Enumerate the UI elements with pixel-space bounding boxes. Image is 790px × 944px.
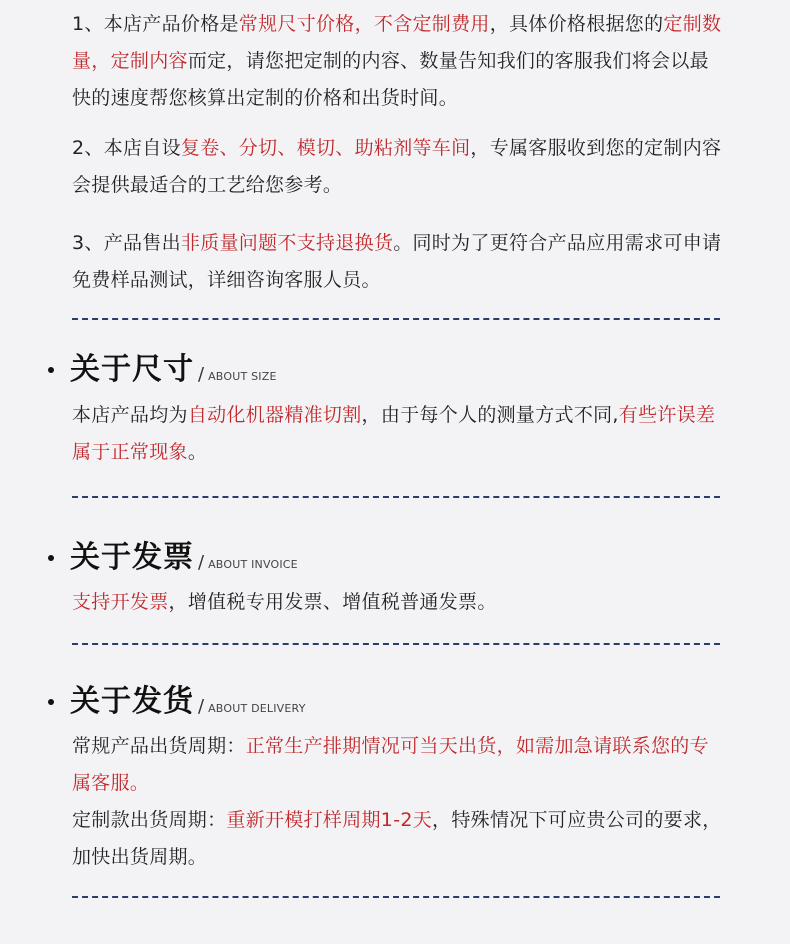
note-2 [72, 130, 722, 204]
bullet-dot [48, 699, 54, 705]
section-size-subtitle: ABOUT SIZE [208, 370, 277, 383]
section-size-text: 本店产品均为自动化机器精准切割，由于每个人的测量方式不同,有些许误差属于正常现象。 [72, 404, 716, 463]
section-invoice-header [48, 540, 298, 576]
section-invoice-body [72, 584, 722, 621]
divider [72, 896, 720, 898]
divider [72, 496, 720, 498]
title-slash: / [198, 364, 205, 385]
title-slash: / [198, 552, 205, 573]
bullet-dot [48, 555, 54, 561]
note-1-text: 1、本店产品价格是常规尺寸价格，不含定制费用，具体价格根据您的定制数量，定制内容而定，请您把定制的内容、数量告知我们的客服我们将会以最快的速度帮您核算出定制的价格和出货时间。 [72, 13, 722, 109]
note-1 [72, 6, 722, 117]
section-invoice-text: 支持开发票，增值税专用发票、增值税普通发票。 [72, 591, 497, 613]
section-size-header [48, 352, 277, 388]
note-3 [72, 225, 722, 299]
title-slash: / [198, 696, 205, 717]
section-delivery-text-2: 定制款出货周期：重新开模打样周期1-2天，特殊情况下可应贵公司的要求，加快出货周期。 [72, 809, 722, 868]
section-delivery-header [48, 684, 306, 720]
section-size-title: 关于尺寸 [70, 352, 194, 387]
section-delivery-text-1: 常规产品出货周期：正常生产排期情况可当天出货，如需加急请联系您的专属客服。 [72, 735, 709, 794]
section-delivery-body-2 [72, 802, 722, 876]
divider [72, 643, 720, 645]
section-delivery-subtitle: ABOUT DELIVERY [208, 702, 306, 715]
section-invoice-subtitle: ABOUT INVOICE [208, 558, 298, 571]
note-2-text: 2、本店自设复卷、分切、模切、助粘剂等车间，专属客服收到您的定制内容会提供最适合的工艺给您参考。 [72, 137, 722, 196]
section-invoice-title: 关于发票 [70, 540, 194, 575]
section-size-body [72, 397, 722, 471]
section-delivery-body-1 [72, 728, 722, 802]
bullet-dot [48, 367, 54, 373]
section-delivery-title: 关于发货 [70, 684, 194, 719]
note-3-text: 3、产品售出非质量问题不支持退换货。同时为了更符合产品应用需求可申请免费样品测试，详细咨询客服人员。 [72, 232, 722, 291]
divider [72, 318, 720, 320]
